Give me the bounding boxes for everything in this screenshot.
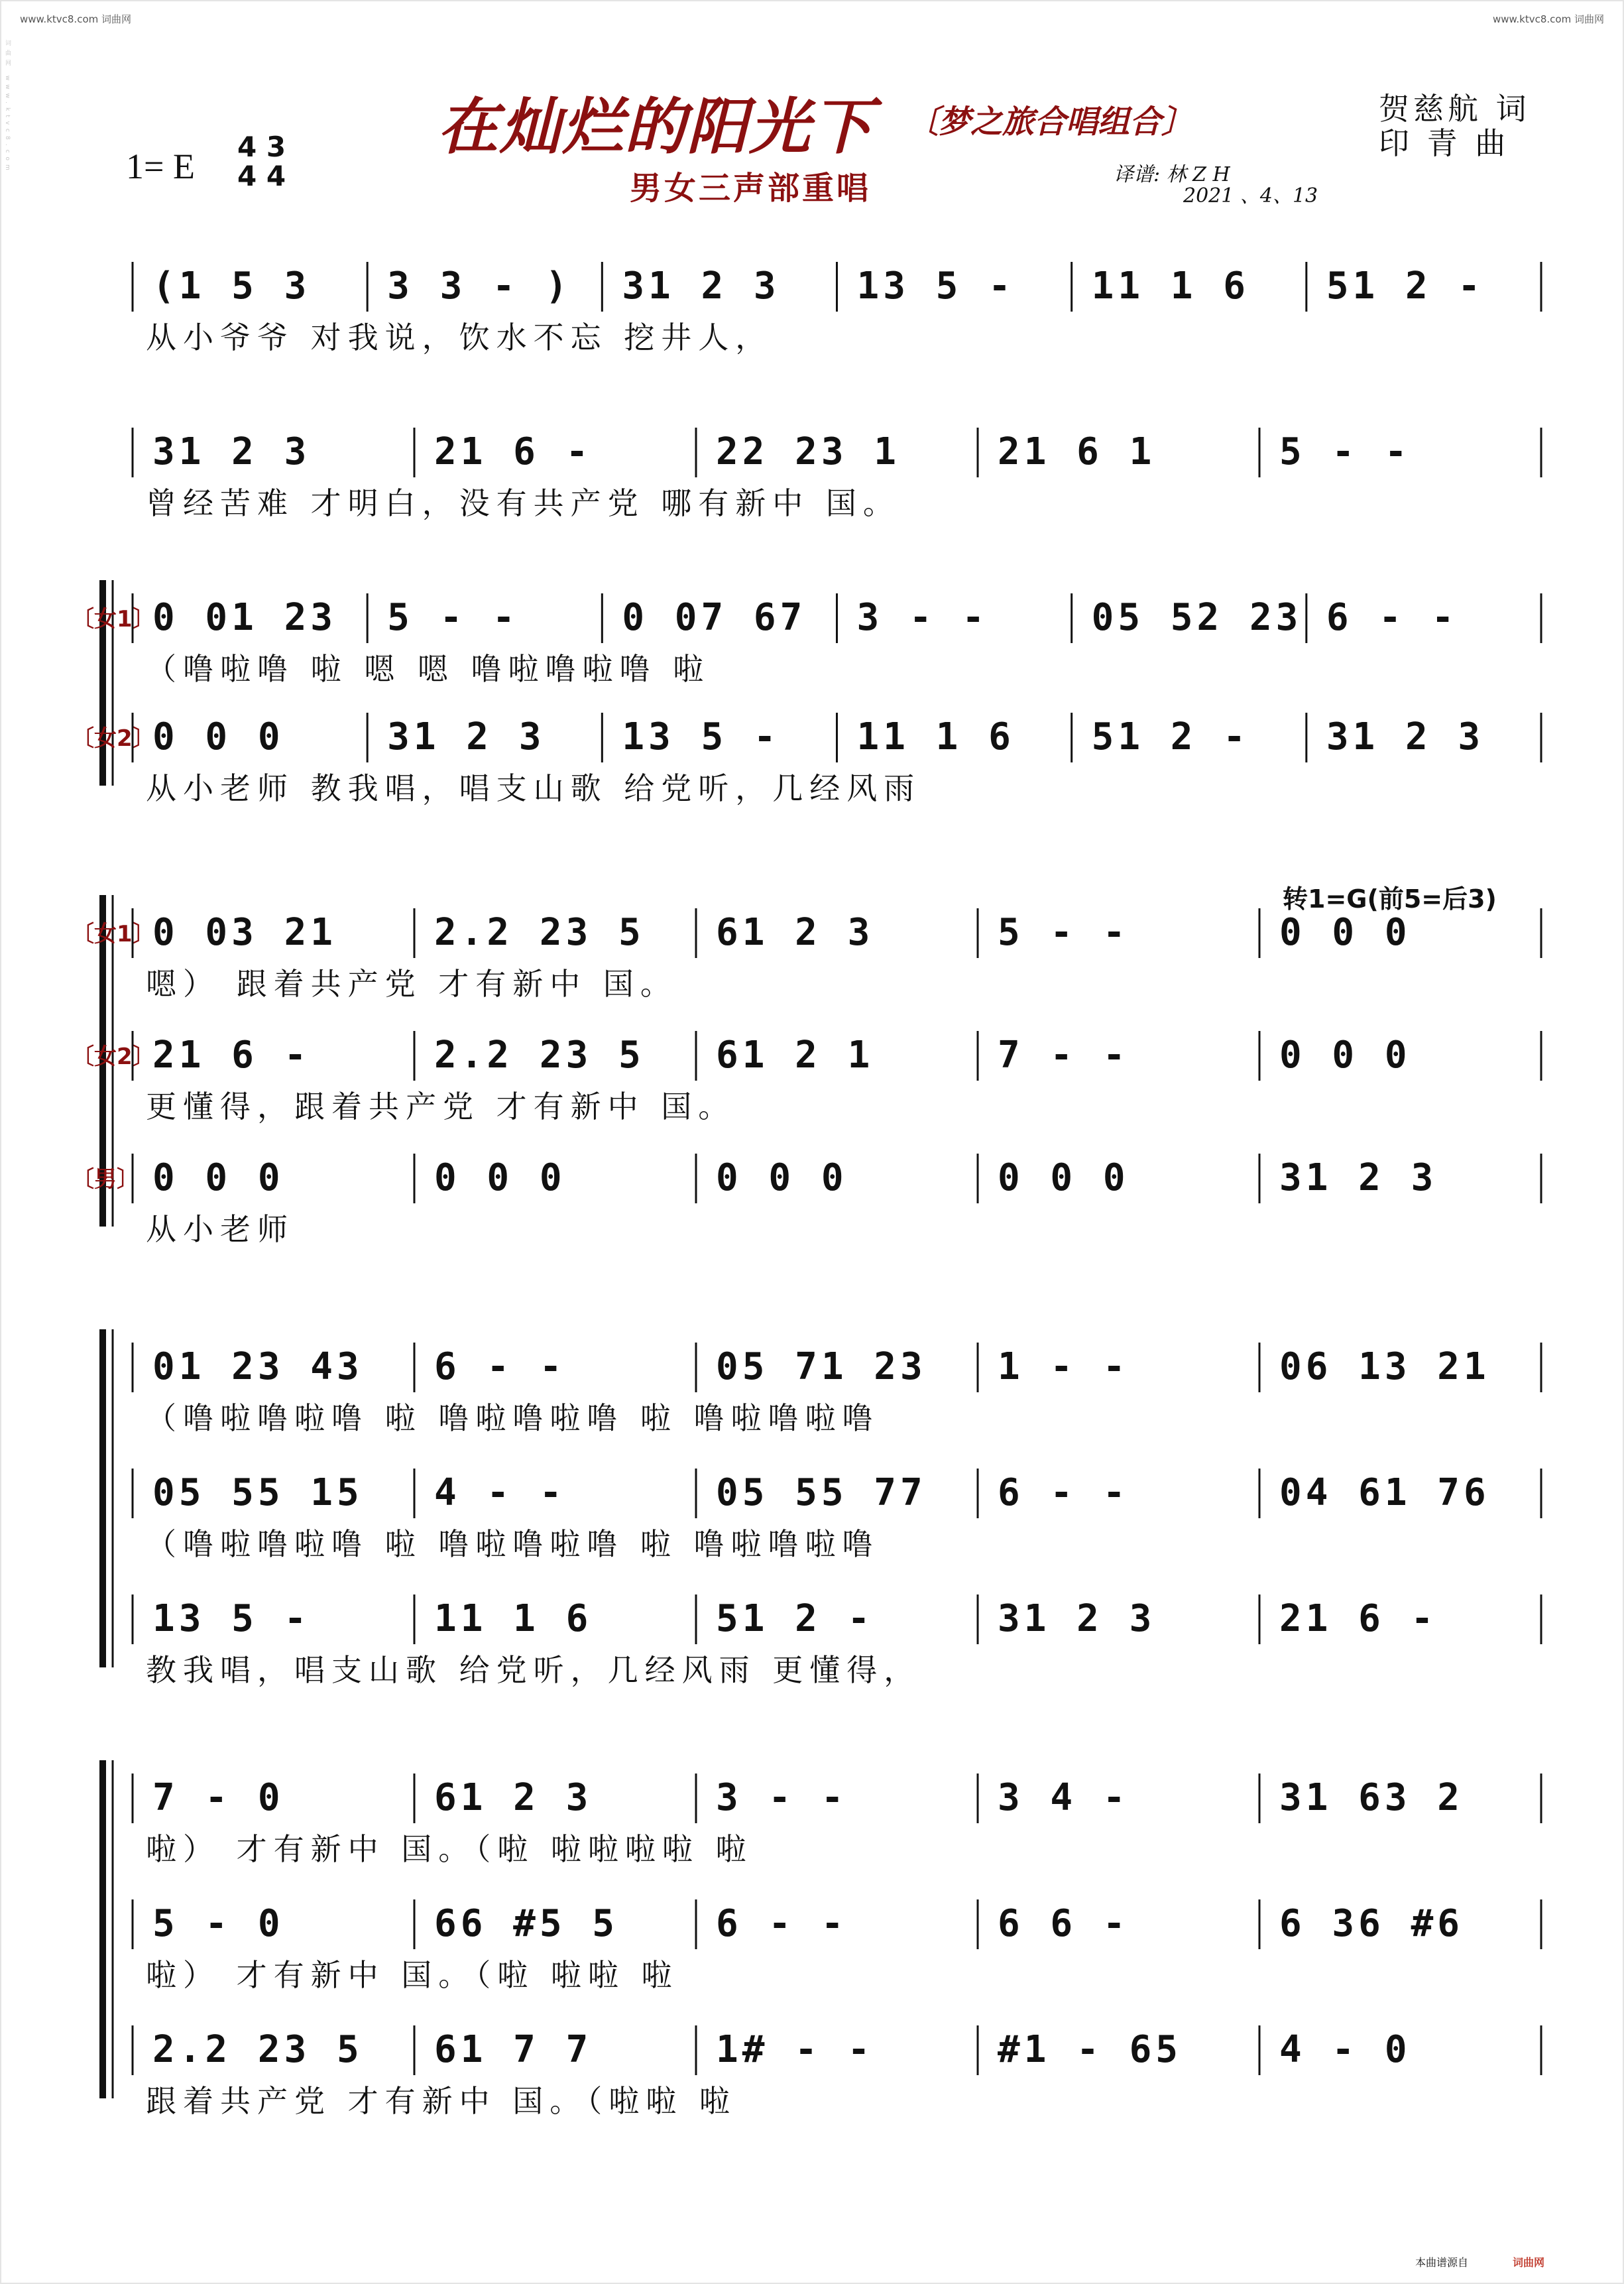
lyric-line: 更懂得，跟着共产党 才有新中 国。	[146, 1089, 736, 1124]
measure-notes: 11 1 6	[434, 1597, 593, 1640]
measure-notes: 51 2 -	[716, 1597, 874, 1640]
measure-notes: 6 - -	[434, 1345, 566, 1388]
lyric-line: （噜啦噜啦噜 啦 噜啦噜啦噜 啦 噜啦噜啦噜	[146, 1526, 880, 1562]
measure-notes: 05 55 77	[716, 1471, 927, 1514]
measure-notes: 6 - -	[1326, 596, 1458, 639]
measure-notes: 21 6 -	[1279, 1597, 1438, 1640]
composer-credit: 印 青 曲	[1379, 125, 1510, 161]
measure-notes: 0 0 0	[998, 1156, 1130, 1199]
measure-notes: 5 - 0	[152, 1902, 284, 1945]
measure-notes: 11 1 6	[856, 715, 1015, 758]
site-header-left: www.ktvc8.com 词曲网	[20, 13, 132, 25]
part-label: 〔女1〕	[72, 921, 155, 947]
measure-notes: 31 63 2	[1279, 1776, 1464, 1819]
site-header-right: www.ktvc8.com 词曲网	[1492, 13, 1604, 25]
measure-notes: 21 6 -	[152, 1034, 311, 1077]
measure-notes: 13 5 -	[152, 1597, 311, 1640]
measure-notes: 01 23 43	[152, 1345, 363, 1388]
lyric-line: 啦） 才有新中 国。（啦 啦啦啦啦 啦	[146, 1831, 753, 1867]
measure-notes: 0 0 0	[1279, 1034, 1411, 1077]
measure-notes: 05 55 15	[152, 1471, 363, 1514]
measure-notes: 51 2 -	[1091, 715, 1249, 758]
measure-notes: 61 7 7	[434, 2028, 593, 2071]
measure-notes: 6 6 -	[998, 1902, 1130, 1945]
footer-logo: 词曲网	[1512, 2256, 1544, 2269]
measure-notes: 31 2 3	[152, 430, 311, 473]
measure-notes: (1 5 3	[152, 265, 311, 308]
measure-notes: 5 - -	[998, 911, 1130, 954]
part-label: 〔女2〕	[72, 725, 155, 752]
measure-notes: 06 13 21	[1279, 1345, 1490, 1388]
measure-notes: 5 - -	[1279, 430, 1411, 473]
lyric-line: （噜啦噜 啦 嗯 嗯 噜啦噜啦噜 啦	[146, 651, 711, 687]
measure-notes: 11 1 6	[1091, 265, 1249, 308]
lyric-line: 嗯） 跟着共产党 才有新中 国。	[146, 966, 677, 1002]
measure-notes: 31 2 3	[1326, 715, 1485, 758]
transcribe-date: 2021 、4、13	[1183, 184, 1318, 208]
footer-source: 本曲谱源自	[1415, 2256, 1468, 2269]
time-sig-bottom: 4 4	[237, 160, 286, 192]
measure-notes: 4 - -	[434, 1471, 566, 1514]
arrangement-subtitle: 男女三声部重唱	[630, 170, 872, 207]
measure-notes: 2.2 23 5	[434, 911, 645, 954]
measure-notes: 0 01 23	[152, 596, 337, 639]
measure-notes: 61 2 3	[716, 911, 874, 954]
measure-notes: 31 2 3	[387, 715, 546, 758]
measure-notes: 6 - -	[998, 1471, 1130, 1514]
measure-notes: 1 - -	[998, 1345, 1130, 1388]
measure-notes: 7 - -	[998, 1034, 1130, 1077]
measure-notes: 3 4 -	[998, 1776, 1130, 1819]
measure-notes: 2.2 23 5	[434, 1034, 645, 1077]
key-signature: 1= E	[126, 147, 195, 186]
time-sig-top: 4 3	[237, 131, 286, 163]
measure-notes: 0 0 0	[434, 1156, 566, 1199]
lyric-line: 曾经苦难 才明白，没有共产党 哪有新中 国。	[146, 485, 900, 521]
part-label: 〔女1〕	[72, 606, 155, 632]
measure-notes: 31 2 3	[998, 1597, 1156, 1640]
part-label: 〔男〕	[72, 1166, 139, 1193]
measure-notes: 13 5 -	[856, 265, 1015, 308]
measure-notes: 22 23 1	[716, 430, 901, 473]
measure-notes: #1 - 65	[998, 2028, 1183, 2071]
lyric-line: 从小老师 教我唱，唱支山歌 给党听，几经风雨	[146, 770, 921, 806]
measure-notes: 0 07 67	[622, 596, 807, 639]
lyric-line: 跟着共产党 才有新中 国。（啦啦 啦	[146, 2083, 736, 2119]
measure-notes: 51 2 -	[1326, 265, 1485, 308]
lyric-line: 啦） 才有新中 国。（啦 啦啦 啦	[146, 1957, 679, 1993]
measure-notes: 3 - -	[716, 1776, 848, 1819]
measure-notes: 5 - -	[387, 596, 519, 639]
performer-group: 〔梦之旅合唱组合〕	[907, 103, 1194, 141]
measure-notes: 4 - 0	[1279, 2028, 1411, 2071]
measure-notes: 0 0 0	[1279, 911, 1411, 954]
lyric-line: （噜啦噜啦噜 啦 噜啦噜啦噜 啦 噜啦噜啦噜	[146, 1400, 880, 1436]
measure-notes: 2.2 23 5	[152, 2028, 363, 2071]
measure-notes: 0 0 0	[716, 1156, 848, 1199]
measure-notes: 7 - 0	[152, 1776, 284, 1819]
lyricist-credit: 贺慈航 词	[1379, 91, 1531, 127]
measure-notes: 66 #5 5	[434, 1902, 619, 1945]
lyric-line: 教我唱，唱支山歌 给党听，几经风雨 更懂得，	[146, 1652, 921, 1688]
measure-notes: 05 71 23	[716, 1345, 927, 1388]
measure-notes: 04 61 76	[1279, 1471, 1490, 1514]
measure-notes: 31 2 3	[622, 265, 780, 308]
measure-notes: 13 5 -	[622, 715, 780, 758]
measure-notes: 6 36 #6	[1279, 1902, 1464, 1945]
measure-notes: 21 6 -	[434, 430, 593, 473]
measure-notes: 0 0 0	[152, 715, 284, 758]
measure-notes: 05 52 23	[1091, 596, 1303, 639]
transcriber-credit: 译谱: 林 Z H	[1114, 163, 1230, 186]
measure-notes: 0 0 0	[152, 1156, 284, 1199]
measure-notes: 0 03 21	[152, 911, 337, 954]
measure-notes: 31 2 3	[1279, 1156, 1438, 1199]
side-watermark: 词曲网 www.ktvc8.com	[4, 40, 11, 174]
song-title: 在灿烂的阳光下	[437, 91, 874, 162]
measure-notes: 6 - -	[716, 1902, 848, 1945]
measure-notes: 21 6 1	[998, 430, 1156, 473]
measure-notes: 1# - -	[716, 2028, 874, 2071]
part-label: 〔女2〕	[72, 1044, 155, 1070]
measure-notes: 61 2 3	[434, 1776, 593, 1819]
lyric-line: 从小爷爷 对我说，饮水不忘 挖井人，	[146, 320, 773, 355]
lyric-line: 从小老师	[146, 1211, 294, 1247]
measure-notes: 3 3 - )	[387, 265, 572, 308]
measure-notes: 61 2 1	[716, 1034, 874, 1077]
modulation-mark: 转1=G(前5=后3)	[1283, 884, 1497, 914]
measure-notes: 3 - -	[856, 596, 989, 639]
